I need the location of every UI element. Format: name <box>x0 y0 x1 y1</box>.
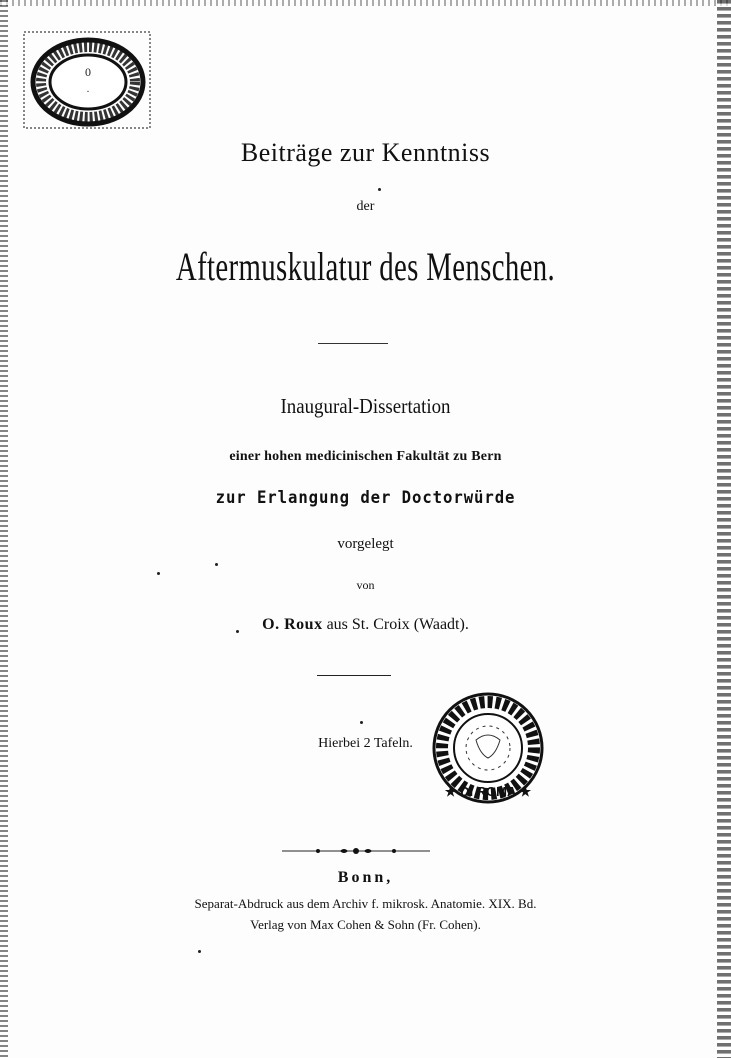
author-origin: aus St. Croix (Waadt). <box>326 616 469 633</box>
publisher-line: Verlag von Max Cohen & Sohn (Fr. Cohen). <box>250 917 481 932</box>
author-line <box>0 616 731 634</box>
svg-text:0: 0 <box>85 65 91 79</box>
dissertation-label: Inaugural-Dissertation <box>280 394 451 418</box>
ornamental-rule <box>282 846 430 856</box>
medical-library-stamp <box>428 690 548 810</box>
title-line-1: Beiträge zur Kenntniss <box>240 138 491 167</box>
svg-text:.: . <box>86 84 90 95</box>
svg-text:★ DI ROMA ★: ★ DI ROMA ★ <box>444 784 532 799</box>
divider-short <box>318 343 388 344</box>
ink-speck <box>157 572 160 575</box>
city-line: Bonn, <box>337 869 394 886</box>
divider-middle <box>317 675 391 676</box>
presented-line: vorgelegt <box>337 536 394 552</box>
plates-note: Hierbei 2 Tafeln. <box>318 736 413 751</box>
ink-speck <box>198 950 201 953</box>
author-name: O. Roux <box>262 616 323 633</box>
ink-speck <box>360 721 363 724</box>
main-title: Aftermuskulatur des Menschen. <box>175 244 556 289</box>
ink-speck <box>378 188 381 191</box>
ink-speck <box>215 563 218 566</box>
reprint-line: Separat-Abdruck aus dem Archiv f. mikrosk. Anatomie. XIX. Bd. <box>194 896 537 911</box>
title-line-2: der <box>356 199 375 214</box>
faculty-line: einer hohen medicinischen Fakultät zu Bern <box>229 449 502 464</box>
ink-speck <box>236 630 239 633</box>
by-line: von <box>356 578 375 592</box>
library-stamp-top <box>22 30 152 130</box>
scan-edge-top <box>0 0 731 6</box>
degree-line: zur Erlangung der Doctorwürde <box>215 488 516 508</box>
